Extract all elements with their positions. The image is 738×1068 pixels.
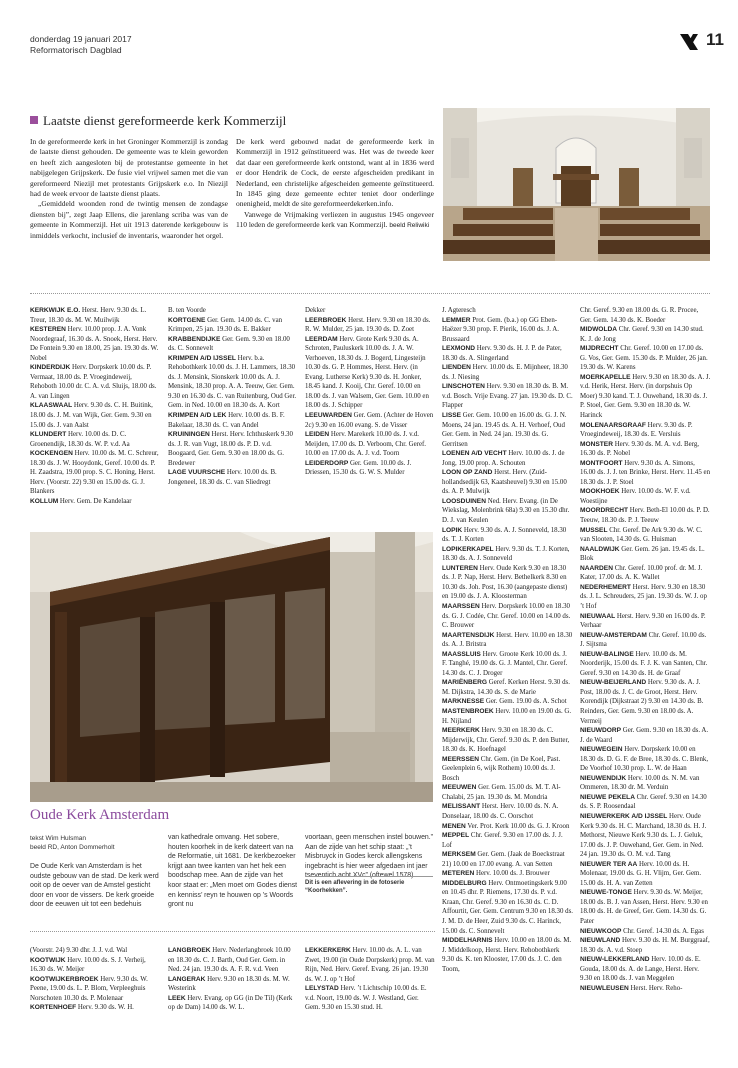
listing-place: NIEUWAAL <box>580 612 616 620</box>
listing-services: Ger. Gem. 26 jan. 19.45 ds. L. Blok <box>580 545 705 563</box>
listing-services: Herv. Dorpskerk 10.00 en 18.30 ds. G. J. Codée, Chr. Geref. 10.00 en 14.00 ds. C. Brouwer <box>442 602 571 630</box>
church-interior-illustration <box>443 108 710 261</box>
listing-column <box>30 306 160 526</box>
article-column-3: voortaan, geen menschen instel bouwen.” Aan de zijde van het schip staat: „’t Misbruyck in Godes kerck allengskens ingebracht is hier weer afgedaen int jaer tseventich acht XVc” (oftewel 1578). <box>305 834 433 880</box>
listing-place: NIEUWE PEKELA <box>580 793 635 801</box>
listing-services: Chr. Geref. 10.00 en 17.00 ds. G. Vos, Ger. Gem. 15.30 ds. P. Mulder, 26 jan. 19.30 ds. W. Karens <box>580 345 708 372</box>
listing-services: Herv. Dorpskerk 10.00 ds. P. Vermaat, 18.00 ds. P. Vroegindeweij, Rehoboth 10.00 dr. C. A. v.d. Sluijs, 18.00 ds. A. van Lingen <box>30 364 157 400</box>
listing-entry <box>442 822 573 832</box>
listing-services: Chr. Geref. 9.30 en 14.30 stud. K. J. de Jong <box>580 326 704 343</box>
listing-place: NIEUWKOOP <box>580 927 622 935</box>
listing-place: MONSTER <box>580 440 613 448</box>
listing-services: Herv. 9.30 en 18.30 ds. M. W. Westerink <box>168 975 290 993</box>
listing-place: LEERDAM <box>305 335 338 343</box>
listing-place: MOLENAARSGRAAF <box>580 421 646 429</box>
listing-services: Herv. ’t Lichtschip 10.00 ds. E. v.d. Noort, 19.00 ds. W. J. Westland, Ger. Gem. 9.30 en 15.30 stud. H. <box>305 985 427 1012</box>
listing-entry <box>305 411 435 430</box>
listing-services: Ned. Herv. Evang. (in De Wiekslag, Molenbrink 68a) 9.30 en 15.30 dhr. D. J. van Keulen <box>442 497 570 525</box>
listing-place: KLAASWAAL <box>30 402 73 410</box>
listing-place: NIEUW-BEIJERLAND <box>580 679 647 687</box>
listing-place: LOOSDUINEN <box>442 497 486 505</box>
rd-logo-icon <box>678 32 700 52</box>
listing-place: MENEN <box>442 822 466 830</box>
listing-column <box>305 946 435 1054</box>
listing-place: MONTFOORT <box>580 459 623 467</box>
listing-place: KRIMPEN A/D IJSSEL <box>168 354 236 362</box>
listing-entry <box>305 335 435 411</box>
listing-place: LEEK <box>168 994 186 1002</box>
listing-services: Herv. 9.30 en 18.30 ds. A. J. v.d. Herik, Herst. Herv. (in dorpshuis Op Moer) 9.30 kand. T. J. Ouwehand, 18.30 ds. J. P. Stoel, Ger. Gem. 9.30 en 18.30 ds. W. Harinck <box>580 373 711 420</box>
listing-entry <box>168 975 298 994</box>
listing-services: Herv. 10.00 ds. H. Molenaar, 19.00 ds. G. H. Vlijm, Ger. Gem. 15.00 ds. H. A. van Zetten <box>580 860 702 887</box>
listing-place: LELYSTAD <box>305 985 339 993</box>
listing-services: Ger. Gem. 9.30 en 18.00 ds. C. Sonnevelt <box>168 335 290 353</box>
listing-services: Ger. Gem. (Achter de Hoven 2c) 9.30 en 16.00 evang. S. de Visser <box>305 412 434 429</box>
listing-services: Herv. 9.30 ds. H. J. P. de Pater, 18.30 ds. A. Slingerland <box>442 345 562 362</box>
listing-services: Herv. 9.30 ds. A. J. Post, 18.00 ds. J. C. de Groot, Herst. Herv. Korendijk (Dijkstraat 2) 9.30 en 14.30 ds. B. Reinders, Ger. Gem. 9.30 en 18.00 ds. A. Vermeij <box>580 679 704 725</box>
listing-entry <box>580 564 711 583</box>
photo-credit: beeld RD, Anton Dommerholt <box>30 844 115 851</box>
listing-place: KRABBENDIJKE <box>168 335 221 343</box>
listing-services: Herv. 10.00 ds. N. M. van Ommeren, 18.30 dr. M. Verduin <box>580 774 700 792</box>
listing-entry <box>580 812 711 860</box>
listing-place: LEXMOND <box>442 345 475 353</box>
article-column-2: van kathedrale omvang. Het sobere, houten koorhek in de kerk dateert van na de Reformatie, uit 1681. De kerkbezoeker krijgt aan twee kanten van het hek een boodschap mee. Aan de zijde van het koor staat er: „Men moet om Godes dienst en kenniss’ reyn te houwen op ’s Woords gront nu <box>168 834 298 909</box>
listing-place: LISSE <box>442 412 462 420</box>
listing-services: Herv. 9.30 en 18.30 ds. B. M. v.d. Bosch. Vrije Evang. 27 jan. 19.30 ds. D. C. Flapper <box>442 383 573 410</box>
listing-entry <box>168 946 298 975</box>
listing-entry <box>580 583 711 612</box>
listing-entry <box>580 936 711 955</box>
listing-entry <box>305 459 435 478</box>
listing-services: (Voorstr. 24) 9.30 dhr. J. J. v.d. Wal <box>30 947 128 954</box>
listing-services: Chr. Geref. 9.30 en 17.00 ds. J. J. Lof <box>442 832 563 849</box>
listing-place: MAARTENSDIJK <box>442 631 495 639</box>
series-note: Dit is een aflevering in de fotoserie “Koorhekken”. <box>305 876 433 895</box>
listing-entry <box>580 678 711 726</box>
listing-services: Herv. Ontmoetingskerk 9.00 en 10.45 dhr. P. Riemens, 17.30 ds. P. v.d. Kraan, Chr. Geref. 9.30 en 16.30 ds. C. D. Affourtit, Ger. Gem. Centrum 9.30 en 18.30 ds. J. M. D. de Heer, Zuid 9.30 ds. C. Harinck, 15.00 ds. C. Sonnevelt <box>442 879 573 935</box>
photo-credit: beeld Reliwiki <box>389 222 430 230</box>
listing-place: KERKWIJK E.O. <box>30 307 81 314</box>
listing-services: Herv. 10.00 ds. D. C. Groenendijk, 18.30 ds. W. P. v.d. Aa <box>30 431 130 448</box>
listing-services: Herst. Herv. Reho- <box>628 984 683 992</box>
listing-services: Herv. 9.30 ds. P. Vroegindeweij, 18.30 ds. E. Versluis <box>580 421 693 439</box>
listing-services: Herst. Herv. (Zuid-hollandsedijk 63, Kaatsheuvel) 9.30 en 15.00 ds. A. P. Mulwijk <box>442 469 567 496</box>
listing-services: Herv. 10.00 ds. B. Jongeneel, 18.30 ds. C. van Sliedregt <box>168 469 277 486</box>
listing-services: Herv. 9.30 ds. A. Simons, 16.00 ds. J. J. ten Brinke, Herst. Herv. 11.45 en 18.30 ds. J. P. Stoel <box>580 459 711 486</box>
listing-services: Ger. Gem. 10.00 ds. J. Driessen, 15.30 ds. G. W. S. Mulder <box>305 459 412 477</box>
listing-entry <box>442 631 573 650</box>
newspaper-name: Reformatorisch Dagblad <box>30 45 122 55</box>
listing-place: LOON OP ZAND <box>442 469 493 477</box>
listing-services: Herv. 9.30 ds. C. H. Buitink, 18.00 ds. J. M. van Wijk, Ger. Gem. 9.30 en 15.00 ds. J. van Aalst <box>30 402 153 429</box>
listing-place: LOPIKERKAPEL <box>442 545 494 553</box>
listing-services: Herst. Herv. Ichthuskerk 9.30 ds. J. R. van Vugt, 18.00 ds. P. D. v.d. Boogaard, Ger. Gem. 9.30 en 18.00 ds. G. Bredewег <box>168 431 293 467</box>
listing-entry <box>580 793 711 812</box>
listing-services: Herv. Evang. op GG (in De Til) (Kerk op de Dam) 14.00 ds. W. L. <box>168 994 293 1012</box>
listing-entry <box>442 344 573 363</box>
listing-place: KRUININGEN <box>168 431 210 439</box>
listing-place: LEMMER <box>442 316 471 324</box>
listing-services: Herst. Herv. 9.30 ds. L. Treur, 18.30 ds. M. W. Muilwijk <box>30 307 147 324</box>
article-column-1: De Oude Kerk van Amsterdam is het oudste gebouw van de stad. De kerk werd ooit op de oever van de Amstel gesticht door en voor de vissers. De kerk groeide door de eeuwen uit tot een bedehuis <box>30 863 159 909</box>
listing-services: Chr. Geref. 10.00 ds. J. Sijtsma <box>580 631 707 649</box>
listing-place: MEERSSEN <box>442 755 480 763</box>
article-title-text: Laatste dienst gereformeerde kerk Kommerzijl <box>43 113 287 128</box>
listing-entry <box>168 411 298 430</box>
listing-place: MERKSEM <box>442 851 476 859</box>
listing-services: J. Agteresch <box>442 307 476 314</box>
listing-place: MIJDRECHT <box>580 345 619 353</box>
listing-services: Herv. Oude Kerk 9.30 en 18.30 ds. J. P. Nap, Herst. Herv. Bethelkerk 8.30 en 10.30 ds. Joh. Post, 16.30 (aangepaste dienst) en 19.00 ds. J. A. Kloosterman <box>442 564 568 601</box>
listing-entry <box>442 316 573 345</box>
listing-entry <box>30 325 160 363</box>
listing-place: NAALDWIJK <box>580 545 620 553</box>
listing-place: NEDERHEMERT <box>580 583 631 591</box>
listing-entry <box>580 344 711 373</box>
article-title: Oude Kerk Amsterdam <box>30 807 170 823</box>
listing-services: Ver. Prot. Kerk 10.00 ds. G. J. Kroon <box>465 822 570 830</box>
listing-entry <box>168 994 298 1013</box>
listing-services: Chr. Geref. 10.00 prof. dr. M. J. Kater, 17.00 ds. A. K. Wallet <box>580 564 703 582</box>
listing-entry <box>168 430 298 468</box>
listing-entry <box>580 545 711 564</box>
listing-place: MARKNESSE <box>442 698 485 706</box>
listing-place: NIEUWENDIJK <box>580 774 627 782</box>
listing-place: KOOTWIJKERBROEK <box>30 975 99 983</box>
listing-services: Ger. Gem. 9.30 en 18.30 ds. A. J. de Waard <box>580 727 709 744</box>
listing-entry <box>580 487 711 506</box>
paragraph <box>236 210 434 232</box>
listing-services: Herv. 9.30 ds. T. J. Korten, 18.30 ds. A. J. Sonneveld <box>442 545 570 563</box>
listing-services: Herv. 9.30 ds. H. M. Burggraaf, 18.30 ds. A. v.d. Stoep <box>580 937 710 954</box>
listing-services: Herv. 9.30 ds. A. J. Sonneveld, 18.30 ds. T. J. Korten <box>442 526 567 544</box>
paragraph: De kerk werd gebouwd nadat de gereformeerde kerk in Kommerzijl in 1912 geïnstitueerd was. Het was de tweede keer dat daar een gereformeerde kerk ontstond, want al in 1836 werd er door Hendrik de Cock, de eerste afgescheiden predikant in Nederland, een christelijke afgescheiden gemeente geïnstitueerd. In 1845 ging deze gemeente echter teniet door onderlinge onenigheid, meldt de site gereformeerdekerken.info. <box>236 137 434 209</box>
paragraph-text: Vanwege de Vrijmaking verliezen in augustus 1945 ongeveer 110 leden de gereformeerde kerk van Kommerzijl. <box>236 209 434 230</box>
listing-place: NIEUWE-TONGE <box>580 889 632 897</box>
listing-services: Ger. Gem. 10.00 en 16.00 ds. G. J. N. Moens, 24 jan. 19.45 ds. A. H. Verhoef, Oud Ger. Gem. in Ned. 24 jan. 19.30 ds. G. Gerritsen <box>442 412 567 448</box>
listing-entry <box>580 650 711 679</box>
listing-entry <box>442 697 573 707</box>
listing-services: Herv. Nederlangbroek 10.00 en 18.30 ds. C. J. Barth, Oud Ger. Gem. in Ned. 24 jan. 19.30 ds. A. F. R. v.d. Veen <box>168 947 291 974</box>
listing-services: Herst. Herv. 10.00 en 18.30 ds. A. J. Britstra <box>442 631 573 649</box>
listing-entry <box>442 497 573 526</box>
listing-entry <box>580 306 711 325</box>
listing-services: Herv. Marekerk 10.00 ds. J. v.d. Meijden, 17.00 ds. D. Verboom, Chr. Geref. 10.00 en 17.00 ds. A. J. v.d. Toorn <box>305 431 427 458</box>
listing-services: Herv. 9.30 ds. W. H. <box>76 1004 134 1012</box>
choir-screen-photo <box>30 532 433 802</box>
listing-place: LANGERAK <box>168 975 206 983</box>
listing-entry <box>168 468 298 487</box>
listing-place: KLUNDERT <box>30 431 67 439</box>
listing-place: MEPPEL <box>442 832 470 840</box>
listing-entry <box>30 449 160 497</box>
listing-place: LOPIK <box>442 526 463 534</box>
listing-services: Herv. 9.30 ds. W. Meijer, 18.00 ds. B. J. van Assen, Herst. Herv. 9.30 en 18.00 ds. H. de Greef, Ger. Gem. 14.30 ds. G. Pater <box>580 889 708 925</box>
listing-entry <box>442 650 573 679</box>
listing-services: Herv. 10.00 ds. S. J. Verheij, 16.30 ds. W. Meijer <box>30 956 146 974</box>
listing-entry <box>442 831 573 850</box>
listing-entry <box>442 306 573 316</box>
listing-services: Herv. 10.00 ds. J. Brouwer <box>474 870 550 878</box>
listing-place: NIEUWER TER AA <box>580 860 638 868</box>
article-title <box>30 113 286 129</box>
listing-place: KRIMPEN A/D LEK <box>168 412 227 420</box>
listing-services: Geref. Kerken Herst. 9.30 ds. M. Dijkstra, 14.30 ds. S. de Marie <box>442 679 570 696</box>
listing-column <box>580 306 711 1054</box>
listing-services: Herv. 10.00 ds. J. de Jong, 19.00 prop. A. Schouten <box>442 450 565 467</box>
listing-entry <box>580 526 711 545</box>
listing-place: KORTENHOEF <box>30 1004 77 1012</box>
listing-entry <box>442 678 573 697</box>
listing-entry <box>442 879 573 936</box>
listing-place: METEREN <box>442 870 475 878</box>
listing-services: Dekker <box>305 307 326 314</box>
listing-column <box>442 306 573 1054</box>
listing-place: NIEUW-LEKKERLAND <box>580 956 650 964</box>
listing-entry <box>305 430 435 459</box>
issue-date: donderdag 19 januari 2017 <box>30 34 132 44</box>
listing-services: Herv. 10.00 ds. W. F. v.d. Woestijne <box>580 488 691 505</box>
listing-place: MASTENBROEK <box>442 707 494 715</box>
listing-column <box>168 946 298 1054</box>
listing-entry <box>168 316 298 335</box>
listing-entry <box>580 726 711 745</box>
listing-services: Herv. 9.30 en 18.30 ds. C. Mijderwijk, Chr. Geref. 9.30 ds. P. den Butter, 18.30 ds. K. Hoefnagel <box>442 727 570 754</box>
listing-place: NIEUWLAND <box>580 937 621 945</box>
listing-entry <box>30 430 160 449</box>
listing-column <box>30 946 160 1054</box>
listing-entry <box>442 382 573 411</box>
listing-place: MIDWOLDA <box>580 326 617 334</box>
listing-services: Herv. Grote Kerk 9.30 ds. A. Schroten, Pauluskerk 10.00 ds. J. A. W. Verhoeven, 18.30 ds. J. Bogerd, Lingesteijn 10.30 ds. G. P. Hommes, Herst. Herv. (in Evang. Lutherse Kerk) 9.30 ds. H. Jonker, 18.45 kand. J. Kooij, Chr. Geref. 10.00 en 18.00 ds. J. van Walsem, Ger. Gem. 10.00 en 18.00 ds. J. Schipper <box>305 335 429 410</box>
listing-services: Herst. Herv. 10.00 ds. N. A. Donselaar, 18.00 ds. C. Oorschot <box>442 803 559 820</box>
listing-entry <box>30 497 160 507</box>
listing-services: Chr. Gem. (in De Koel, Past. Geelenplein 6, wijk Rothem) 10.00 ds. J. Bosch <box>442 755 561 782</box>
listing-place: KINDERDIJK <box>30 364 71 372</box>
listing-place: MOOKHOEK <box>580 488 620 496</box>
listing-place: MAARSSEN <box>442 602 480 610</box>
paragraph: In de gereformeerde kerk in het Groninger Kommerzijl is zondag de laatste dienst gehouden. De gemeente was te klein geworden en heeft zich aangesloten bij de protestantse gemeente in het nabijgelegen Grijpskerk. De fusie viel vrijwel samen met die van gereformeerd Niezijl met protestants Grijpskerk e.o. In Niezijl had de week ervoor de laatste dienst plaats. <box>30 137 228 199</box>
listing-place: LIENDEN <box>442 364 471 372</box>
listing-entry <box>442 363 573 382</box>
listing-column <box>168 306 298 526</box>
section-divider <box>30 293 710 294</box>
listing-entry <box>305 984 435 1013</box>
listing-services: Herv. Groote Kerk 10.00 ds. J. F. Tanghé, 19.00 ds. G. J. Mantel, Chr. Geref. 14.30 ds. C. J. Droger <box>442 650 568 677</box>
listing-place: NIEUW-AMSTERDAM <box>580 631 647 639</box>
listing-entry <box>442 545 573 564</box>
listing-entry <box>442 869 573 879</box>
listing-entry <box>442 449 573 468</box>
listing-place: MIDDELHARNIS <box>442 937 493 945</box>
listing-entry <box>168 335 298 354</box>
listing-place: MIDDELBURG <box>442 879 487 887</box>
listing-services: Herv. 10.00 ds. M. C. Schreur, 18.30 ds. J. W. Hooydonk, Geref. 10.00 ds. P. H. Zaadstra, 19.00 prop. S. C. Honing, Herst. Herv. (Voorstr. 22) 9.30 en 15.00 ds. G. J. Blankers <box>30 450 159 496</box>
listing-entry <box>442 468 573 497</box>
listing-entry <box>580 459 711 488</box>
listing-services: Prot. Gem. (b.a.) op GG Eben-Haëzer 9.30 prop. F. Pierik, 16.00 ds. J. A. Brussaard <box>442 316 559 343</box>
listing-services: Chr. Geref. 9.30 en 18.00 ds. G. R. Procee, Ger. Gem. 14.30 ds. K. Boeder <box>580 307 699 324</box>
listing-entry <box>30 946 160 956</box>
listing-place: LINSCHOTEN <box>442 383 485 391</box>
listing-services: Herst. Herv. 9.30 en 16.00 ds. P. Verhaar <box>580 612 706 630</box>
listing-services: Herv. 10.00 ds. A. L. van Zwet, 19.00 (in Oude Dorpskerk) prop. M. van Rijn, Ned. Herv. Geref. Evang. 26 jan. 19.30 ds. W. J. op ’t Hof <box>305 947 435 983</box>
listing-entry <box>442 802 573 821</box>
listing-place: KORTGENE <box>168 316 206 324</box>
listing-services: Herv. 10.00 ds. E. Mijnheer, 18.30 ds. J. Niesing <box>442 364 568 381</box>
listing-entry <box>30 1003 160 1013</box>
listing-entry <box>580 421 711 440</box>
listing-entry <box>305 946 435 984</box>
listing-place: MEEUWEN <box>442 784 477 792</box>
listing-place: MUSSEL <box>580 526 608 534</box>
listing-entry <box>580 373 711 421</box>
listing-place: MARIËNBERG <box>442 679 488 687</box>
listing-services: Chr. Geref. De Ark 9.30 ds. W. C. van Slooten, 14.30 ds. G. Huisman <box>580 526 703 544</box>
listing-entry <box>305 306 435 316</box>
listing-entry <box>30 956 160 975</box>
listing-entry <box>305 316 435 335</box>
listing-entry <box>580 745 711 774</box>
listing-services: Herv. Beth-El 10.00 ds. P. D. Teeuw, 18.30 ds. P. J. Teeuw <box>580 507 710 525</box>
listing-entry <box>442 755 573 784</box>
listing-services: Herv. 10.00 ds. E. Gouda, 18.00 ds. A. de Lange, Herst. Herv. 9.30 en 18.00 ds. J. van Meggelen <box>580 956 701 983</box>
listing-services: Chr. Geref. 9.30 en 14.30 ds. S. P. Roosendaal <box>580 793 707 811</box>
listing-services: Herv. 9.30 ds. W. Peene, 19.00 ds. L. P. Blom, Verpleeghuis Norschoten 10.30 ds. P. Molenaar <box>30 975 148 1002</box>
listing-entry <box>580 955 711 984</box>
article-column-2 <box>236 137 434 232</box>
byline <box>30 834 115 852</box>
listing-place: NIEUWERKERK A/D IJSSEL <box>580 812 668 820</box>
text-credit: tekst Wim Hulsman <box>30 835 86 842</box>
listing-entry <box>30 306 160 325</box>
section-divider <box>30 931 435 932</box>
listing-place: MEERKERK <box>442 727 480 735</box>
listing-entry <box>580 325 711 344</box>
listing-entry <box>442 526 573 545</box>
listing-entry <box>442 850 573 869</box>
listing-entry <box>442 411 573 449</box>
listing-entry <box>442 783 573 802</box>
listing-place: MOORDRECHT <box>580 507 628 515</box>
listing-place: KOLLUM <box>30 497 59 505</box>
listing-entry <box>580 631 711 650</box>
church-interior-photo <box>443 108 710 261</box>
listing-place: MOERKAPELLE <box>580 373 631 381</box>
listing-services: Chr. Geref. 14.30 ds. A. Egas <box>621 927 704 935</box>
listing-services: Herv. 10.00 ds. M. Noorderijk, 15.00 ds. F. J. K. van Santen, Chr. Geref. 9.30 en 14.30 ds. H. de Graaf <box>580 650 708 677</box>
listing-place: LAGE VUURSCHE <box>168 469 226 477</box>
listing-entry <box>580 506 711 525</box>
listing-place: NAARDEN <box>580 564 613 572</box>
listing-place: NIEUWEGEIN <box>580 746 623 754</box>
listing-services: Herv. 10.00 en 18.00 ds. M. J. Middelkoop, Herst. Herv. Rehobothkerk 9.30 ds. K. ten Klooster, 17.00 ds. J. C. den Toom, <box>442 937 572 973</box>
listing-column <box>305 306 435 526</box>
listing-services: Ger. Gem. 15.00 ds. M. T. Al-Chalabi, 25 jan. 19.30 ds. M. Mondria <box>442 784 561 801</box>
listing-services: Herst. Herv. 9.30 en 18.30 ds. J. L. Schreuders, 25 jan. 19.30 ds. W. J. op ’t Hof <box>580 583 707 610</box>
article-column-1 <box>30 137 228 241</box>
listing-entry <box>30 363 160 401</box>
title-marker <box>30 116 38 124</box>
listing-entry <box>580 888 711 926</box>
listing-place: NIEUW-BALINGE <box>580 650 634 658</box>
paragraph: „Gemiddeld woonden rond de twintig mensen de zondagse diensten bij”, zegt Jaap Ellens, die jarenlang scriba was van de gemeente in Kommerzijl. Het uit 1913 daterende kerkgebouw is inmiddels verkocht, inclusief de inventaris, waaronder het orgel. <box>30 199 228 240</box>
listing-services: Herv. b.a. Rehobothkerk 10.00 ds. J. H. Lammers, 18.30 ds. J. Mensink, Sionskerk 10.00 ds. A. J. Mensink, 18.30 prop. A. A. Teeuw, Ger. Gem. 9.30 en 16.30 ds. C. van Ruitenburg, Oud Ger. Gem. in Ned. 10.00 en 18.30 ds. A. Kort <box>168 354 297 410</box>
listing-entry <box>580 860 711 889</box>
listing-place: KESTEREN <box>30 326 66 334</box>
listing-services: B. ten Voorde <box>168 307 206 314</box>
listing-place: LEIDERDORP <box>305 459 349 467</box>
listing-entry <box>580 774 711 793</box>
page-header <box>30 30 724 62</box>
listing-entry <box>442 602 573 631</box>
listing-entry <box>168 306 298 316</box>
listing-services: Herv. 10.00 ds. B. F. Bakelaar, 18.30 ds. C. van Andel <box>168 412 285 429</box>
listing-services: Herv. 10.00 en 19.00 ds. G. H. Nijland <box>442 707 572 725</box>
listing-services: Ger. Gem. 14.00 ds. C. van Krimpen, 25 jan. 19.30 ds. E. Bakker <box>168 316 283 334</box>
listing-place: LOENEN A/D VECHT <box>442 450 507 458</box>
listing-services: Herv. Oude Kerk 9.30 ds. H. C. Marchand, 18.30 ds. H. J. Methorst, Nieuwe Kerk 9.30 ds. L. J. Geluk, 17.00 ds. J. P. Ouwehand, Ger. Gem. in Ned. 24 jan. 19.30 ds. O. M. v.d. Tang <box>580 812 707 859</box>
listing-entry <box>580 927 711 937</box>
listing-services: Herv. Gem. De Kandelaar <box>58 497 132 505</box>
listing-entry <box>442 707 573 726</box>
listing-entry <box>442 564 573 602</box>
listing-services: Herv. 9.30 ds. M. A. v.d. Berg, 16.30 ds. P. Nobel <box>580 440 700 458</box>
listing-place: MELISSANT <box>442 803 481 811</box>
listing-place: NIEUWLEUSEN <box>580 984 629 992</box>
listing-services: Herv. 10.00 prop. J. A. Vonk Noordegraaf, 16.30 ds. A. Snoek, Herst. Herv. De Fontein 9.30 en 18.00, 25 jan. 19.30 ds. W. Nobel <box>30 326 159 362</box>
page-number: 11 <box>706 30 724 49</box>
listing-entry <box>168 354 298 411</box>
listing-place: LEEUWARDEN <box>305 412 352 420</box>
listing-entry <box>442 726 573 755</box>
choir-screen-illustration <box>30 532 433 802</box>
listing-services: Ger. Gem. (Jaak de Boeckstraat 21) 10.00 en 17.00 evang. A. van Setten <box>442 851 565 868</box>
listing-entry <box>442 936 573 974</box>
listing-services: Herst. Herv. 9.30 en 18.30 ds. R. W. Mulder, 25 jan. 19.30 ds. D. Zoet <box>305 316 431 334</box>
listing-services: Ger. Gem. 19.00 ds. A. Schot <box>484 698 567 706</box>
listing-place: LUNTEREN <box>442 564 478 572</box>
listing-services: Herv. Dorpskerk 10.00 en 18.30 ds. D. G. F. de Bree, 18.30 ds. C. Blenk, De Voorhof 10.30 prop. L. W. de Haan <box>580 746 709 773</box>
listing-entry <box>580 612 711 631</box>
listing-place: NIEUWDORP <box>580 727 622 735</box>
listing-place: LANGBROEK <box>168 947 211 954</box>
listing-place: MAASSLUIS <box>442 650 481 658</box>
listing-place: LEKKERKERK <box>305 947 351 954</box>
listing-place: LEERBROEK <box>305 316 347 324</box>
listing-entry <box>580 440 711 459</box>
listing-entry <box>580 984 711 994</box>
listing-entry <box>30 401 160 430</box>
listing-place: LEIDEN <box>305 431 330 439</box>
listing-place: KOOTWIJK <box>30 956 66 964</box>
listing-place: KOCKENGEN <box>30 450 73 458</box>
listing-entry <box>30 975 160 1004</box>
